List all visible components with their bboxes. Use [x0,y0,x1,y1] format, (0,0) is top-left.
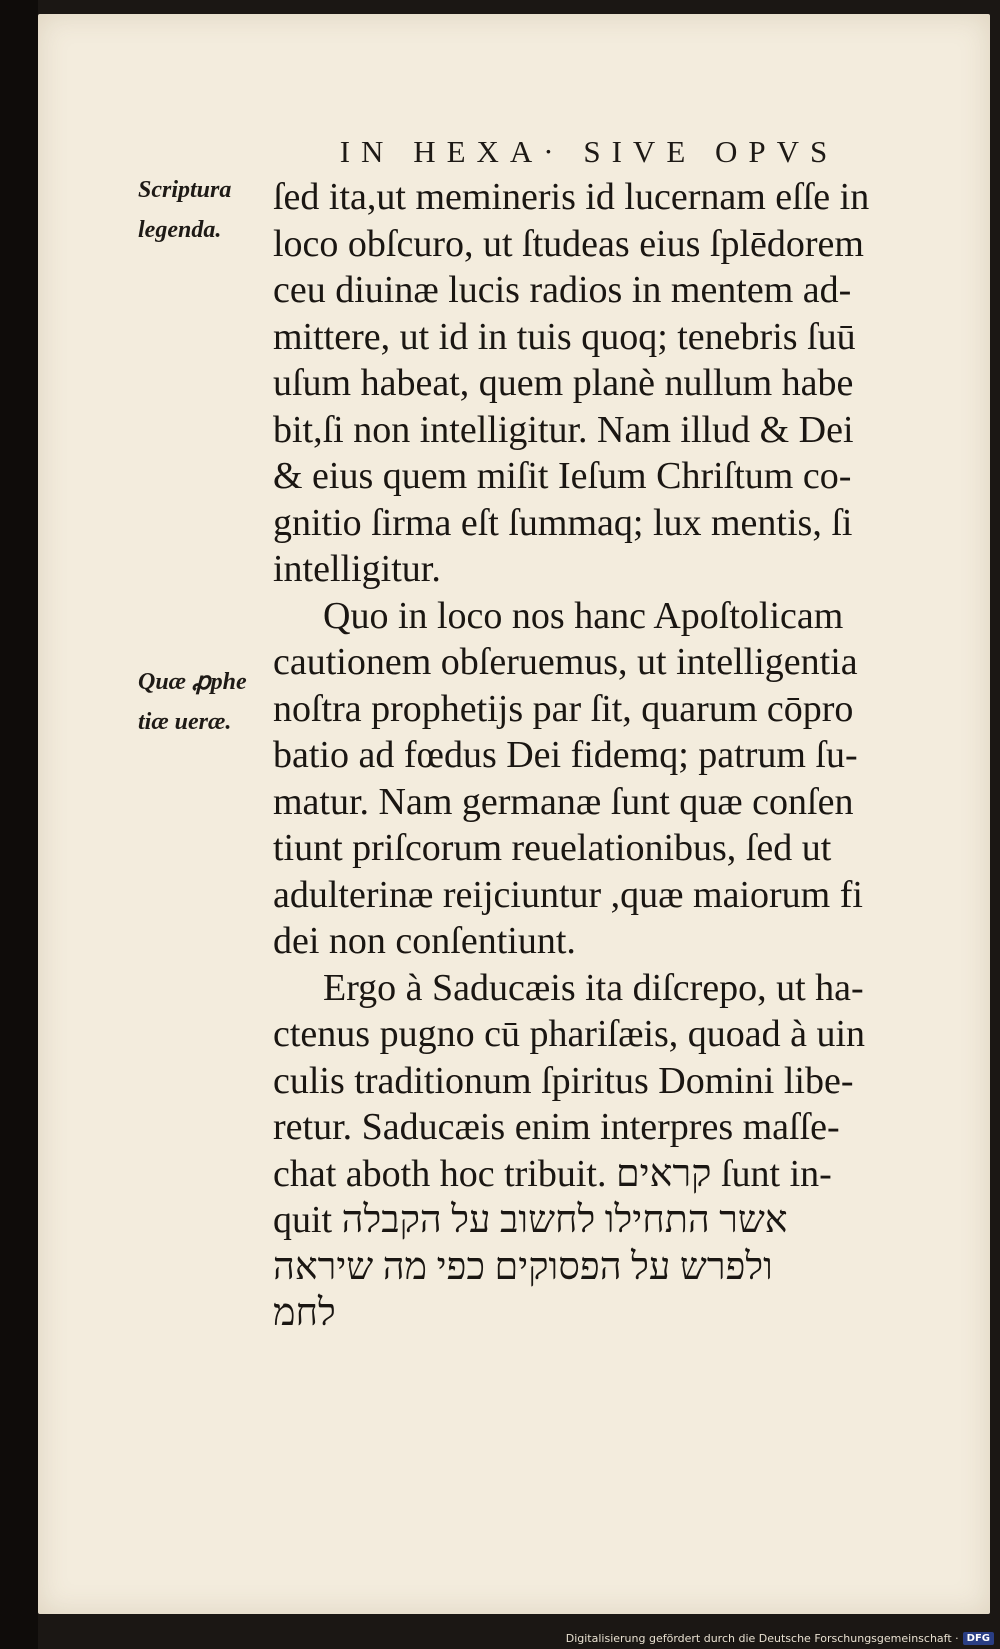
text-line: culis traditionum ſpiritus Domini libe- [273,1059,854,1102]
running-head: IN HEXA· SIVE OPVS [339,134,839,169]
margin-note-prophetiae [138,662,268,742]
text-line: chat aboth hoc tribuit. קראים ſunt in- [273,1152,832,1195]
text-line: loco obſcuro, ut ſtudeas eius ſplēdorem [273,222,864,265]
text-line: adulterinæ reijciuntur ,quæ maiorum fi [273,873,863,916]
margin-note-scriptura [138,170,268,250]
text-line: bit,ſi non intelligitur. Nam illud & Dei [273,408,854,451]
text-line: matur. Nam germanæ ſunt quæ conſen [273,780,854,823]
margin-note-line: Scriptura [138,177,232,203]
text-line: & eius quem miſit Ieſum Chriſtum co- [273,455,852,497]
text-line: retur. Saducæis enim interpres maſſe- [273,1106,840,1148]
main-text-block [273,174,938,1337]
margin-note-line: Quæ ꝓphe [138,669,247,695]
text-line: ctenus pugno cū phariſæis, quoad à uin [273,1013,866,1055]
text-line: intelligitur. [273,548,441,590]
margin-note-line: legenda. [138,217,222,243]
hebrew-text-line: לחמ [273,1292,336,1334]
digitization-credit [566,1632,994,1645]
text-line: gnitio ſirma eſt ſummaq; lux mentis, ſi [273,501,853,544]
text-line: tiunt priſcorum reuelationibus, ſed ut [273,827,832,869]
text-line: cautionem obſeruemus, ut intelligentia [273,641,858,683]
text-line: mittere, ut id in tuis quoq; tenebris ſuū [273,315,856,358]
book-spine-shadow [0,0,38,1649]
margin-note-line: tiæ ueræ. [138,709,232,735]
paragraph-start-line: Ergo à Saducæis ita diſcrepo, ut ha- [323,966,864,1009]
credit-text: Digitalisierung gefördert durch die Deutsche Forschungsgemeinschaft · [565,1632,959,1645]
paragraph-start-line: Quo in loco nos hanc Apoſtolicam [323,594,844,637]
text-line: noſtra prophetijs par ſit, quarum cōpro [273,687,854,730]
dfg-logo: DFG [963,1632,994,1645]
text-line: quit אשר התחילו לחשוב על הקבלה [273,1199,788,1241]
text-line: uſum habeat, quem planè nullum habe [273,362,854,404]
text-line: ſed ita,ut memineris id lucernam eſſe in [273,176,870,218]
text-line: dei non conſentiunt. [273,920,576,962]
text-line: batio ad fœdus Dei fidemq; patrum ſu- [273,734,858,776]
text-line: ceu diuinæ lucis radios in mentem ad- [273,269,852,311]
hebrew-text-line: ולפרש על הפסוקים כפי מה שיראה [273,1245,773,1288]
